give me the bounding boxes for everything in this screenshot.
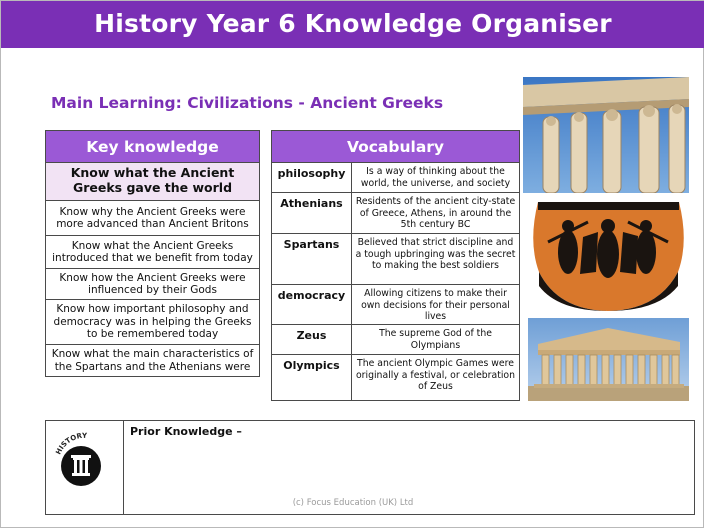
main-learning-title: Main Learning: Civilizations - Ancient Greeks bbox=[51, 94, 444, 112]
key-knowledge-subheading: Know what the Ancient Greeks gave the world bbox=[46, 163, 259, 201]
key-knowledge-item: Know how the Ancient Greeks were influenced by their Gods bbox=[46, 269, 259, 300]
caryatids-image bbox=[523, 77, 689, 193]
key-knowledge-item: Know what the main characteristics of the Spartans and the Athenians were bbox=[51, 348, 254, 373]
history-badge-text: HISTORY bbox=[54, 431, 88, 456]
vocabulary-row bbox=[272, 193, 519, 234]
page-title: History Year 6 Knowledge Organiser bbox=[1, 1, 704, 48]
vocabulary-row bbox=[272, 234, 519, 285]
vocabulary-term: Athenians bbox=[272, 193, 352, 233]
vocabulary-row bbox=[272, 355, 519, 400]
prior-knowledge-label: Prior Knowledge – bbox=[130, 425, 242, 438]
vocabulary-definition: The supreme God of the Olympians bbox=[379, 328, 492, 351]
vocabulary-term: democracy bbox=[272, 285, 352, 324]
key-knowledge-table bbox=[45, 130, 260, 377]
vocabulary-definition: Residents of the ancient city-state of Greece, Athens, in around the 5th century BC bbox=[355, 196, 516, 230]
vocabulary-row bbox=[272, 325, 519, 355]
copyright-footer: (c) Focus Education (UK) Ltd bbox=[292, 498, 414, 508]
vocabulary-definition: Is a way of thinking about the world, the universe, and society bbox=[360, 166, 511, 189]
vocabulary-row bbox=[272, 285, 519, 325]
vocabulary-definition: Believed that strict discipline and a tough upbringing was the secret to making the best soldiers bbox=[355, 237, 516, 271]
vocabulary-definition: The ancient Olympic Games were originally a festival, or celebration of Zeus bbox=[355, 358, 516, 392]
key-knowledge-item: Know what the Ancient Greeks introduced that we benefit from today bbox=[46, 236, 259, 269]
vocabulary-definition: Allowing citizens to make their own decisions for their personal lives bbox=[361, 288, 510, 322]
vocabulary-heading: Vocabulary bbox=[272, 131, 519, 163]
parthenon-image bbox=[528, 318, 689, 401]
key-knowledge-item: Know why the Ancient Greeks were more advanced than Ancient Britons bbox=[46, 201, 259, 236]
vocabulary-term: Spartans bbox=[272, 234, 352, 284]
vocabulary-term: philosophy bbox=[272, 163, 352, 192]
vocabulary-term: Olympics bbox=[272, 355, 352, 400]
vocabulary-row bbox=[272, 163, 519, 193]
key-knowledge-item: Know how important philosophy and democracy was in helping the Greeks to be remembered today bbox=[46, 300, 259, 345]
vocabulary-table bbox=[271, 130, 520, 401]
key-knowledge-heading: Key knowledge bbox=[46, 131, 259, 163]
greek-vase-image bbox=[528, 202, 689, 311]
vocabulary-term: Zeus bbox=[272, 325, 352, 354]
